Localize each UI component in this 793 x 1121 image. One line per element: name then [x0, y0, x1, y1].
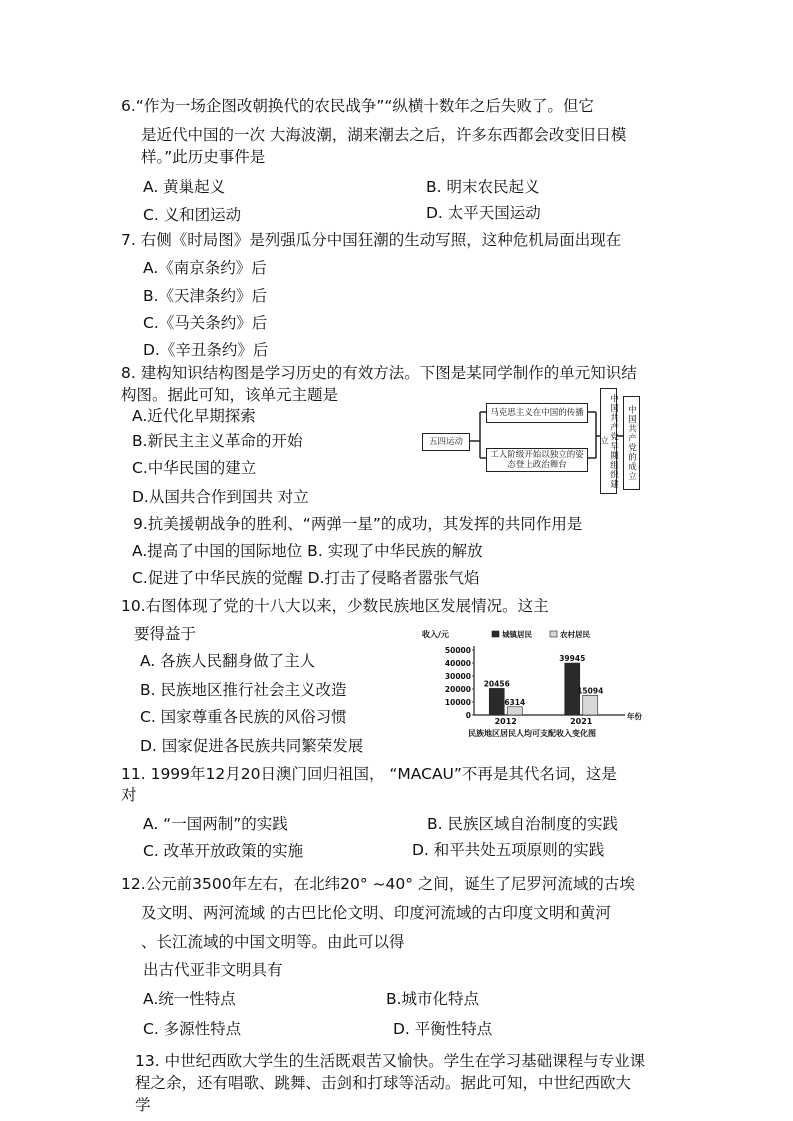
q13-stem-line-3: 学 — [135, 1096, 151, 1114]
legend-label-1: 农村居民 — [560, 630, 590, 639]
q11-stem-line-1: 11. 1999年12月20日澳门回归祖国， “MACAU”不再是其代名词，这是 — [121, 765, 617, 783]
q9-option-ab: A.提高了中国的国际地位 B. 实现了中华民族的解放 — [132, 542, 483, 560]
data-label-2012-0: 20456 — [483, 679, 510, 689]
q8-option-a: A.近代化早期探索 — [132, 407, 256, 425]
bar-2012-0 — [489, 688, 504, 715]
q12-option-d: D. 平衡性特点 — [393, 1020, 493, 1038]
y-axis-label: 收入/元 — [422, 630, 449, 639]
q8-option-d: D.从国共合作到国共 对立 — [132, 488, 309, 506]
y-tick-label-5: 0 — [465, 711, 471, 720]
q13-stem-line-1: 13. 中世纪西欧大学生的生活既艰苦又愉快。学生在学习基础课程与专业课 — [135, 1052, 646, 1070]
q11-option-a: A. “一国两制”的实践 — [143, 815, 288, 833]
legend-swatch-0 — [492, 631, 499, 637]
x-axis-label: 年份 — [627, 712, 642, 721]
diagram-root-box: 五四运动 — [422, 433, 470, 451]
x-tick-label-1: 2021 — [570, 717, 593, 726]
diagram-branch-top-box: 马克思主义在中国的传播 — [486, 403, 588, 423]
q12-stem-line-1: 12.公元前3500年左右，在北纬20° ~40° 之间，诞生了尼罗河流域的古埃 — [121, 875, 635, 893]
q11-option-c: C. 改革开放政策的实施 — [143, 842, 304, 860]
data-label-2021-1: 15094 — [577, 686, 604, 696]
q11-stem-line-2: 对 — [121, 786, 137, 804]
q6-stem-line-3: 样。”此历史事件是 — [141, 148, 266, 166]
diagram-branch-bottom-box: 工人阶级开始以独立的姿态登上政治舞台 — [486, 448, 588, 472]
q6-option-d: D. 太平天国运动 — [426, 204, 541, 222]
q7-option-a: A.《南京条约》后 — [143, 259, 267, 277]
q6-option-b: B. 明末农民起义 — [426, 178, 540, 196]
legend-label-0: 城镇居民 — [502, 630, 532, 639]
data-label-2021-0: 39945 — [559, 654, 586, 664]
q7-option-d: D.《辛丑条约》后 — [143, 341, 269, 359]
y-tick-label-3: 20000 — [444, 685, 471, 694]
q8-option-b: B.新民主主义革命的开始 — [132, 432, 303, 450]
q12-stem-line-3: 、长江流域的中国文明等。由此可以得 — [141, 933, 405, 951]
bar-2021-1 — [583, 695, 598, 715]
y-tick-label-2: 30000 — [444, 672, 471, 681]
q11-option-b: B. 民族区域自治制度的实践 — [427, 815, 618, 833]
q7-option-b: B.《天津条约》后 — [143, 287, 268, 305]
knowledge-structure-diagram — [420, 388, 650, 496]
q6-stem-line-2: 是近代中国的一次 大海波潮，湖来潮去之后，许多东西都会改变旧日模 — [141, 126, 627, 144]
legend-swatch-1 — [550, 631, 557, 637]
bar-2012-1 — [507, 707, 522, 715]
diagram-right-box: 中国共产党的成立 — [623, 396, 640, 490]
q10-stem-line-2: 要得益于 — [134, 625, 197, 643]
income-bar-chart — [420, 628, 645, 740]
q10-option-a: A. 各族人民翻身做了主人 — [140, 652, 316, 670]
q10-option-c: C. 国家尊重各民族的风俗习惯 — [140, 708, 347, 726]
q12-option-c: C. 多源性特点 — [143, 1020, 242, 1038]
q10-option-b: B. 民族地区推行社会主义改造 — [140, 681, 347, 699]
q7-option-c: C.《马关条约》后 — [143, 314, 268, 332]
q6-stem-line-1: 6.“作为一场企图改朝换代的农民战争”“纵横十数年之后失败了。但它 — [121, 97, 594, 115]
q12-option-a: A.统一性特点 — [143, 990, 236, 1008]
chart-title: 民族地区居民人均可支配收入变化图 — [468, 729, 596, 738]
x-tick-label-0: 2012 — [494, 717, 517, 726]
data-label-2012-1: 6314 — [504, 697, 526, 707]
q9-option-cd: C.促进了中华民族的觉醒 D.打击了侵略者嚣张气焰 — [132, 569, 480, 587]
q11-option-d: D. 和平共处五项原则的实践 — [412, 841, 605, 859]
q6-option-a: A. 黄巢起义 — [143, 178, 226, 196]
q10-option-d: D. 国家促进各民族共同繁荣发展 — [140, 737, 364, 755]
q10-stem-line-1: 10.右图体现了党的十八大以来，少数民族地区发展情况。这主 — [121, 597, 549, 615]
y-tick-label-1: 40000 — [444, 659, 471, 668]
q13-stem-line-2: 程之余，还有唱歌、跳舞、击剑和打球等活动。据此可知，中世纪西欧大 — [135, 1074, 632, 1092]
q6-option-c: C. 义和团运动 — [143, 206, 242, 224]
q12-option-b: B.城市化特点 — [386, 990, 480, 1008]
q12-stem-line-4: 出古代亚非文明具有 — [143, 961, 283, 979]
y-tick-label-4: 10000 — [444, 698, 471, 707]
diagram-mid-box: 中国共产党早期组织建立 — [600, 388, 617, 494]
y-tick-label-0: 50000 — [444, 646, 471, 655]
q8-option-c: C.中华民国的建立 — [132, 459, 257, 477]
q8-stem-line-1: 8. 建构知识结构图是学习历史的有效方法。下图是某同学制作的单元知识结 — [121, 364, 637, 382]
q7-stem-line-1: 7. 右侧《时局图》是列强瓜分中国狂潮的生动写照，这种危机局面出现在 — [121, 231, 622, 249]
q8-stem-line-2: 构图。据此可知，该单元主题是 — [121, 386, 339, 404]
q12-stem-line-2: 及文明、两河流域 的古巴比伦文明、印度河流域的古印度文明和黄河 — [141, 904, 611, 922]
q9-stem-line-1: 9.抗美援朝战争的胜利、“两弹一星”的成功，其发挥的共同作用是 — [133, 515, 583, 533]
